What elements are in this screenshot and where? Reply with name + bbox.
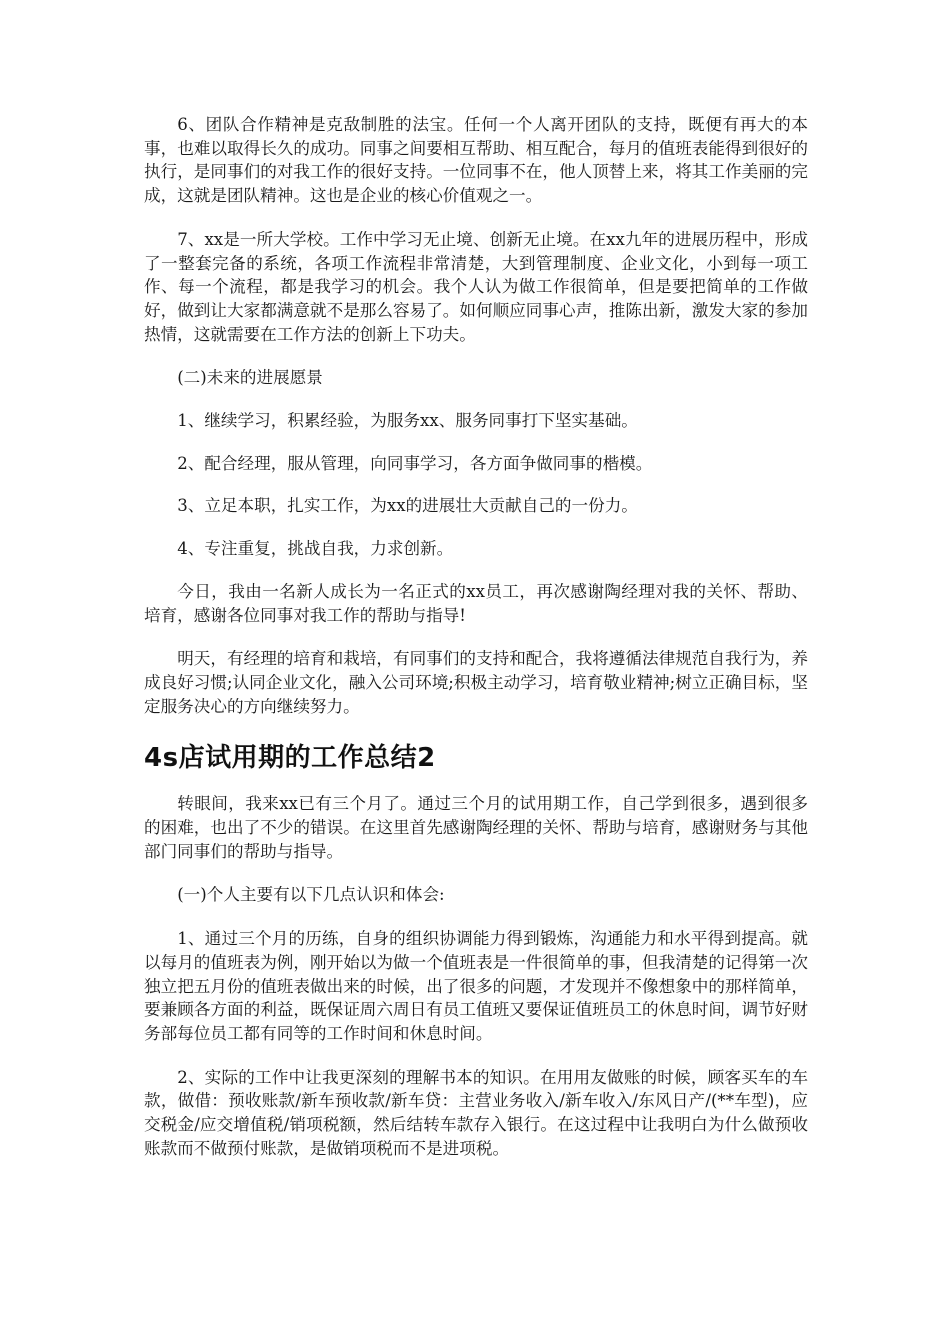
list-item-vision-2: 2、配合经理，服从管理，向同事学习，各方面争做同事的楷模。 (177, 453, 653, 473)
document-page (144, 113, 808, 1161)
paragraph-insight-1: 1、通过三个月的历练，自身的组织协调能力得到锻炼，沟通能力和水平得到提高。就以每月的值班表为例，刚开始以为做一个值班表是一件很简单的事，但我清楚的记得第一次独立把五月份的值班表做出来的时候，出了很多的问题，才发现并不像想象中的那样简单，要兼顾各方面的利益，既保证周六周日有员工值班又要保证值班员工的休息时间，调节好财务部每位员工都有同等的工作时间和休息时间。 (144, 929, 808, 1043)
list-item-vision-4: 4、专注重复，挑战自我，力求创新。 (177, 539, 454, 559)
list-item-vision-1: 1、继续学习，积累经验，为服务xx、服务同事打下坚实基础。 (177, 411, 638, 431)
paragraph-learning: 7、xx是一所大学校。工作中学习无止境、创新无止境。在xx九年的进展历程中，形成了一整套完备的系统，各项工作流程非常清楚，大到管理制度、企业文化，小到每一项工作、每一个流程，都是我学习的机会。我个人认为做工作很简单，但是要把简单的工作做好，做到让大家都满意就不是那么容易了。如何顺应同事心声，推陈出新，激发大家的参加热情，这就需要在工作方法的创新上下功夫。 (144, 229, 808, 344)
section-heading-insights: (一)个人主要有以下几点认识和体会: (177, 885, 445, 905)
section-heading-future-vision: (二)未来的进展愿景 (177, 368, 323, 388)
paragraph-insight-2: 2、实际的工作中让我更深刻的理解书本的知识。在用用友做账的时候，顾客买车的车款，做借：预收账款/新车预收款/新车贷：主营业务收入/新车收入/东风日产/(**车型)，应交税金/应交增值税/销项税额，然后结转车款存入银行。在这过程中让我明白为什么做预收账款而不做预付账款，是做销项税而不是进项税。 (144, 1067, 808, 1158)
paragraph-thanks: 今日，我由一名新人成长为一名正式的xx员工，再次感谢陶经理对我的关怀、帮助、培育，感谢各位同事对我工作的帮助与指导! (144, 581, 808, 625)
paragraph-tomorrow: 明天，有经理的培育和栽培，有同事们的支持和配合，我将遵循法律规范自我行为，养成良好习惯;认同企业文化，融入公司环境;积极主动学习，培育敬业精神;树立正确目标，坚定服务决心的方向继续努力。 (144, 649, 808, 716)
paragraph-teamwork: 6、团队合作精神是克敌制胜的法宝。任何一个人离开团队的支持，既便有再大的本事，也难以取得长久的成功。同事之间要相互帮助、相互配合，每月的值班表能得到很好的执行，是同事们的对我工作的很好支持。一位同事不在，他人顶替上来，将其工作美丽的完成，这就是团队精神。这也是企业的核心价值观之一。 (144, 115, 808, 206)
paragraph-intro: 转眼间，我来xx已有三个月了。通过三个月的试用期工作，自己学到很多，遇到很多的困难，也出了不少的错误。在这里首先感谢陶经理的关怀、帮助与培育，感谢财务与其他部门同事们的帮助与指导。 (144, 794, 808, 861)
document-heading: 4s店试用期的工作总结2 (144, 743, 436, 774)
list-item-vision-3: 3、立足本职，扎实工作，为xx的进展壮大贡献自己的一份力。 (177, 496, 638, 516)
